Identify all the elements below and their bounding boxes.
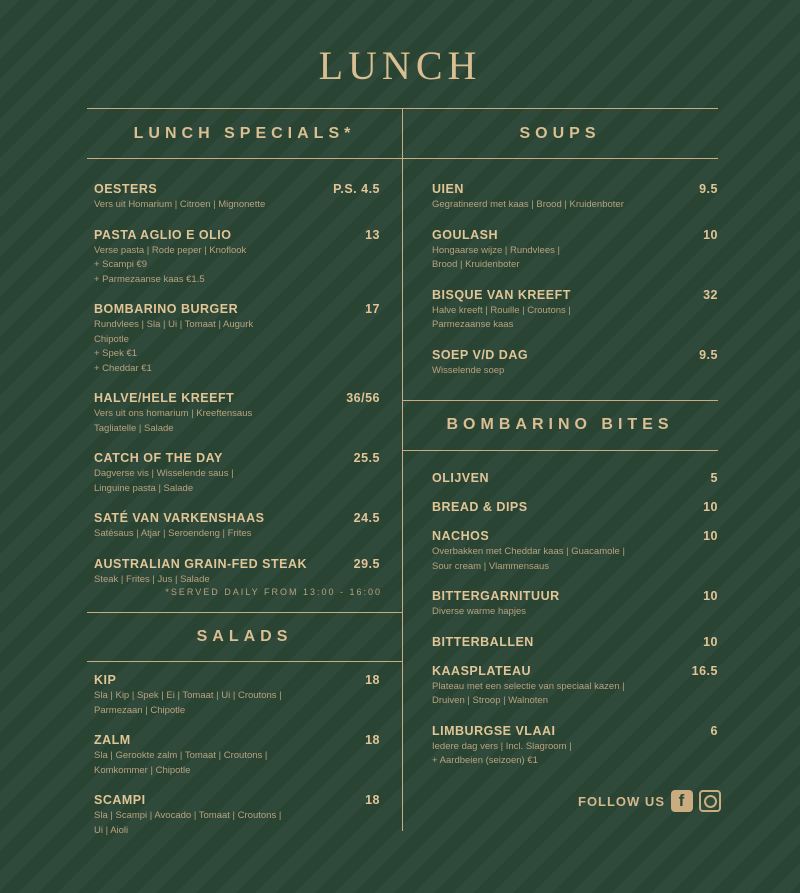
menu-item bbox=[94, 302, 380, 376]
menu-item-description-line: Dagverse vis | Wisselende saus | bbox=[94, 468, 234, 479]
menu-item-description bbox=[432, 545, 718, 574]
menu-item-name: BITTERBALLEN bbox=[432, 634, 534, 649]
menu-item bbox=[432, 228, 718, 273]
menu-item-price: 10 bbox=[703, 227, 718, 242]
menu-item bbox=[432, 635, 718, 649]
menu-item-price: 9.5 bbox=[699, 347, 718, 362]
menu-item-description-line: + Scampi €9 bbox=[94, 259, 148, 270]
menu-item-name: KAASPLATEAU bbox=[432, 663, 532, 678]
menu-item-name: AUSTRALIAN GRAIN-FED STEAK bbox=[94, 556, 307, 571]
menu-item-name: BITTERGARNITUUR bbox=[432, 589, 560, 603]
menu-item-name: SATÉ VAN VARKENSHAAS bbox=[94, 511, 265, 525]
divider-bites-bottom bbox=[402, 450, 718, 451]
menu-item bbox=[94, 182, 380, 213]
bites-title: BOMBARINO BITES bbox=[446, 416, 674, 433]
divider-center bbox=[402, 108, 403, 831]
menu-item-description-line: Sla | Scampi | Avocado | Tomaat | Croutons | bbox=[94, 810, 282, 821]
soups-title: SOUPS bbox=[519, 125, 601, 142]
menu-item-description-line: Tagliatelle | Salade bbox=[94, 422, 174, 434]
menu-item-description-line: Overbakken met Cheddar kaas | Guacamole | bbox=[432, 546, 625, 557]
menu-item-price: 13 bbox=[365, 227, 380, 242]
menu-item-description-line: Gegratineerd met kaas | Brood | Kruidenboter bbox=[432, 199, 624, 210]
menu-item bbox=[432, 664, 718, 709]
menu-item-description-line: Parmezaan | Chipotle bbox=[94, 704, 186, 716]
menu-item-price: 10 bbox=[703, 589, 718, 603]
menu-item-price: 6 bbox=[710, 723, 718, 738]
served-note: *SERVED DAILY FROM 13:00 - 16:00 bbox=[165, 587, 382, 597]
menu-item-description bbox=[94, 467, 380, 496]
menu-item bbox=[432, 724, 718, 769]
menu-item bbox=[432, 288, 718, 333]
bites-list bbox=[432, 471, 718, 784]
menu-item-price: 10 bbox=[703, 500, 718, 514]
menu-item-description-line: Diverse warme hapjes bbox=[432, 606, 526, 617]
menu-item bbox=[432, 471, 718, 485]
menu-item-name: UIEN bbox=[432, 182, 464, 196]
menu-item-price: 10 bbox=[703, 529, 718, 543]
lunch-specials-list bbox=[94, 182, 380, 602]
menu-item-description-line: + Cheddar €1 bbox=[94, 362, 152, 374]
divider-salads-bottom bbox=[87, 661, 402, 662]
menu-item-description bbox=[94, 749, 380, 778]
menu-item-price: 18 bbox=[365, 673, 380, 687]
menu-item-description-line: Wisselende soep bbox=[432, 364, 505, 376]
menu-item bbox=[94, 793, 380, 838]
menu-item-description-line: Vers uit Homarium | Citroen | Mignonette bbox=[94, 199, 266, 210]
menu-item-description bbox=[94, 573, 380, 588]
menu-item-description bbox=[94, 809, 380, 838]
menu-item-description-line: Linguine pasta | Salade bbox=[94, 482, 194, 494]
menu-item bbox=[94, 391, 380, 436]
salads-title: SALADS bbox=[196, 628, 293, 645]
menu-item-name: NACHOS bbox=[432, 529, 490, 543]
menu-item-name: LIMBURGSE VLAAI bbox=[432, 723, 556, 738]
menu-item-price: 18 bbox=[365, 733, 380, 747]
menu-item-description-line: Steak | Frites | Jus | Salade bbox=[94, 573, 210, 585]
menu-item-name: SCAMPI bbox=[94, 793, 146, 807]
menu-item-description-line: Sour cream | Vlammensaus bbox=[432, 560, 550, 572]
divider-salads-top bbox=[87, 612, 402, 613]
menu-item bbox=[432, 348, 718, 379]
menu-item-description-line: Rundvlees | Sla | Ui | Tomaat | Augurk bbox=[94, 319, 254, 330]
menu-item bbox=[94, 673, 380, 718]
soups-list bbox=[432, 182, 718, 393]
page-title: LUNCH bbox=[318, 43, 482, 88]
menu-item-description bbox=[432, 605, 718, 620]
menu-item-description bbox=[94, 244, 380, 288]
menu-item bbox=[432, 589, 718, 620]
menu-item-description-line: Chipotle bbox=[94, 333, 129, 345]
menu-item-price: 5 bbox=[710, 471, 718, 485]
menu-item-name: GOULASH bbox=[432, 227, 498, 242]
menu-item-description-line: Verse pasta | Rode peper | Knoflook bbox=[94, 244, 247, 256]
menu-item-name: PASTA AGLIO E OLIO bbox=[94, 227, 232, 242]
menu-item-description-line: Vers uit ons homarium | Kreeftensaus bbox=[94, 408, 253, 419]
menu-item-name: KIP bbox=[94, 673, 117, 687]
menu-item-name: HALVE/HELE KREEFT bbox=[94, 391, 235, 405]
menu-item-description bbox=[94, 198, 380, 213]
salads-list bbox=[94, 673, 380, 853]
divider-bites-top bbox=[402, 400, 718, 401]
menu-item-description-line: Halve kreeft | Rouille | Croutons | bbox=[432, 304, 571, 316]
menu-item bbox=[94, 511, 380, 542]
menu-item-name: BREAD & DIPS bbox=[432, 500, 528, 514]
menu-item-description-line: Ui | Aioli bbox=[94, 824, 129, 836]
menu-item-description-line: Plateau met een selectie van speciaal kazen | bbox=[432, 680, 625, 692]
menu-item-description-line: + Spek €1 bbox=[94, 348, 138, 359]
menu-item-description-line: Satésaus | Atjar | Seroendeng | Frites bbox=[94, 528, 252, 539]
instagram-icon[interactable] bbox=[699, 790, 721, 812]
menu-item-description bbox=[432, 198, 718, 213]
menu-item-price: 9.5 bbox=[699, 182, 718, 196]
menu-item-price: 18 bbox=[365, 793, 380, 807]
menu-item bbox=[432, 500, 718, 514]
menu-item-description-line: Parmezaanse kaas bbox=[432, 319, 514, 330]
menu-item bbox=[94, 557, 380, 588]
menu-item bbox=[432, 182, 718, 213]
menu-item-description bbox=[94, 318, 380, 376]
menu-item-name: CATCH OF THE DAY bbox=[94, 451, 223, 465]
menu-item-price: 25.5 bbox=[353, 451, 380, 465]
menu-item-description-line: + Aardbeien (seizoen) €1 bbox=[432, 755, 538, 766]
menu-item-description bbox=[94, 527, 380, 542]
menu-item-name: OESTERS bbox=[94, 182, 158, 196]
menu-item-name: OLIJVEN bbox=[432, 471, 489, 485]
menu-item bbox=[94, 733, 380, 778]
menu-item-description-line: Sla | Gerookte zalm | Tomaat | Croutons | bbox=[94, 750, 268, 761]
menu-item-price: 16.5 bbox=[691, 663, 718, 678]
menu-item-price: 36/56 bbox=[346, 391, 380, 405]
follow-label: FOLLOW US bbox=[578, 793, 665, 809]
menu-item-price: 10 bbox=[703, 634, 718, 649]
lunch-specials-title: LUNCH SPECIALS* bbox=[133, 125, 356, 142]
menu-item-description-line: Hongaarse wijze | Rundvlees | bbox=[432, 244, 560, 256]
divider-under-headers bbox=[87, 158, 718, 159]
menu-item-price: 29.5 bbox=[353, 556, 380, 571]
menu-item-price: 24.5 bbox=[353, 511, 380, 525]
facebook-icon[interactable]: f bbox=[671, 790, 693, 812]
menu-item-description bbox=[432, 364, 718, 379]
menu-item-price: 32 bbox=[703, 287, 718, 302]
menu-item-description-line: Sla | Kip | Spek | Ei | Tomaat | Ui | Croutons | bbox=[94, 690, 282, 701]
menu-item-name: ZALM bbox=[94, 733, 131, 747]
menu-item bbox=[94, 451, 380, 496]
menu-item-price: 17 bbox=[365, 302, 380, 316]
menu-item-name: SOEP V/D DAG bbox=[432, 347, 529, 362]
menu-item-description bbox=[432, 680, 718, 709]
menu-item bbox=[432, 529, 718, 574]
menu-item-description bbox=[432, 740, 718, 769]
menu-item-description bbox=[432, 244, 718, 273]
menu-item-description-line: Brood | Kruidenboter bbox=[432, 259, 520, 270]
menu-item bbox=[94, 228, 380, 288]
menu-item-name: BOMBARINO BURGER bbox=[94, 302, 239, 316]
menu-item-description-line: + Parmezaanse kaas €1.5 bbox=[94, 273, 205, 285]
menu-item-description-line: Komkommer | Chipotle bbox=[94, 764, 191, 776]
follow-us bbox=[578, 790, 721, 812]
menu-item-description-line: Iedere dag vers | Incl. Slagroom | bbox=[432, 740, 572, 752]
menu-item-price: P.S. 4.5 bbox=[333, 182, 380, 196]
menu-item-name: BISQUE VAN KREEFT bbox=[432, 287, 571, 302]
menu-item-description bbox=[94, 689, 380, 718]
menu-item-description-line: Druiven | Stroop | Walnoten bbox=[432, 695, 548, 706]
menu-item-description bbox=[432, 304, 718, 333]
menu-item-description bbox=[94, 407, 380, 436]
